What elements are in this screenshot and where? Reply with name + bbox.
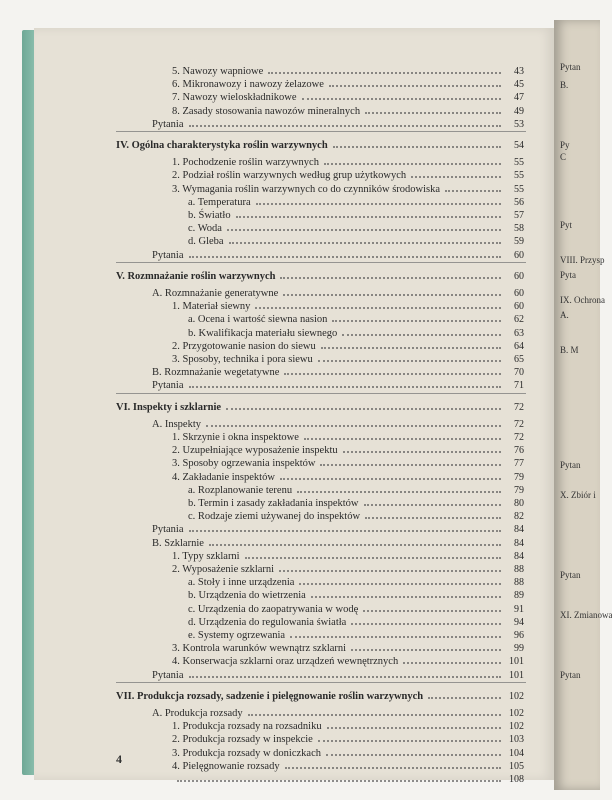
dot-leader <box>280 470 501 480</box>
toc-entry-label: 3. Wymagania roślin warzywnych co do czynników środowiska <box>172 183 441 195</box>
toc-entry-row <box>188 208 524 221</box>
toc-entry-label: 4. Konserwacja szklarni oraz urządzeń wewnętrznych <box>172 656 399 668</box>
toc-entry-row <box>172 430 524 443</box>
dot-leader <box>290 628 501 638</box>
dot-leader <box>321 339 501 349</box>
facing-page-text-fragment: A. <box>560 310 569 320</box>
dot-leader <box>320 456 501 466</box>
toc-page-number: 105 <box>509 760 524 772</box>
toc-page-number: 89 <box>514 590 524 602</box>
facing-page-text-fragment: IX. Ochrona <box>560 295 605 305</box>
toc-page-number: 70 <box>514 367 524 379</box>
toc-entry-row <box>188 496 524 509</box>
toc-page-number: 55 <box>514 170 524 182</box>
toc-entry-label: 2. Produkcja rozsady w inspekcie <box>172 734 313 746</box>
toc-entry-label: 1. Produkcja rozsady na rozsadniku <box>172 721 322 733</box>
toc-page-number: 49 <box>514 105 524 117</box>
toc-entry-label: b. Kwalifikacja materiału siewnego <box>188 327 338 339</box>
toc-entry-label: A. Rozmnażanie generatywne <box>152 288 279 299</box>
dot-leader <box>284 365 501 375</box>
toc-page-number: 72 <box>514 401 524 413</box>
toc-entry-label: VI. Inspekty i szklarnie <box>116 401 222 413</box>
toc-page-number: 88 <box>514 577 524 589</box>
toc-page-number: 56 <box>514 196 524 208</box>
toc-page-number: 94 <box>514 616 524 628</box>
toc-entry-row <box>172 719 524 732</box>
toc-entry-row <box>172 339 524 352</box>
toc-entry-row <box>172 772 524 785</box>
toc-entry-row <box>188 588 524 601</box>
toc-page-number: 77 <box>514 458 524 470</box>
section-divider <box>116 682 526 683</box>
toc-entry-row <box>172 759 524 772</box>
toc-entry-label: d. Gleba <box>188 236 224 248</box>
toc-entry-row <box>188 628 524 641</box>
toc-entry-row <box>152 378 524 391</box>
facing-page-text-fragment: C <box>560 152 567 162</box>
section-divider <box>116 393 526 394</box>
toc-page-number: 72 <box>514 418 524 430</box>
toc-entry-label: 1. Skrzynie i okna inspektowe <box>172 432 299 443</box>
toc-entry-row <box>172 746 524 759</box>
dot-leader <box>227 221 501 231</box>
toc-entry-label: Pytania <box>152 380 184 392</box>
dot-leader <box>283 286 501 296</box>
dot-leader <box>326 746 501 756</box>
facing-page-text-fragment: Pyt <box>560 220 573 230</box>
dot-leader <box>365 509 501 519</box>
toc-page-number: 60 <box>514 288 524 299</box>
toc-entry-label: B. Rozmnażanie wegetatywne <box>152 367 280 379</box>
dot-leader <box>206 417 501 427</box>
toc-entry-label: B. Szklarnie <box>152 537 204 549</box>
toc-entry-label: 3. Produkcja rozsady w doniczkach <box>172 747 321 759</box>
toc-entry-label: VII. Produkcja rozsady, sadzenie i pielęgnowanie roślin warzywnych <box>116 690 424 702</box>
toc-page-number: 79 <box>514 484 524 496</box>
toc-entry-label: 5. Nawozy wapniowe <box>172 66 264 77</box>
toc-page-number: 82 <box>514 511 524 523</box>
toc-page-number: 84 <box>514 550 524 562</box>
dot-leader <box>189 248 502 258</box>
toc-page-number: 55 <box>514 157 524 169</box>
toc-entry-row <box>152 668 524 681</box>
facing-page-edge <box>554 20 612 790</box>
toc-entry-label: c. Urządzenia do zaopatrywania w wodę <box>188 603 359 615</box>
dot-leader <box>333 138 501 148</box>
dot-leader <box>248 706 501 716</box>
toc-entry-row <box>172 549 524 562</box>
toc-entry-label: a. Temperatura <box>188 196 251 208</box>
toc-page-number: 60 <box>514 301 524 313</box>
toc-page-number: 60 <box>514 270 524 282</box>
toc-entry-row <box>152 286 524 299</box>
toc-page-number: 103 <box>509 734 524 746</box>
dot-leader <box>327 719 501 729</box>
toc-page-number: 64 <box>514 340 524 352</box>
toc-page-number: 62 <box>514 314 524 326</box>
toc-entry-label: a. Stoły i inne urządzenia <box>188 577 295 589</box>
toc-entry-row <box>172 90 524 103</box>
dot-leader <box>364 496 501 506</box>
dot-leader <box>318 732 501 742</box>
toc-entry-label: e. Systemy ogrzewania <box>188 630 286 641</box>
toc-page <box>34 28 554 785</box>
toc-chapter-row <box>116 400 524 413</box>
toc-entry-label: a. Rozplanowanie terenu <box>188 484 293 496</box>
toc-entry-row <box>188 234 524 247</box>
toc-chapter-row <box>116 689 524 702</box>
toc-page-number: 72 <box>514 432 524 443</box>
dot-leader <box>304 430 501 440</box>
toc-page-number: 88 <box>514 564 524 575</box>
dot-leader <box>351 615 501 625</box>
toc-entry-label: b. Światło <box>188 210 231 221</box>
toc-entry-row <box>172 104 524 117</box>
toc-page-number: 60 <box>514 249 524 261</box>
toc-entry-label: d. Urządzenia do regulowania światła <box>188 616 347 628</box>
toc-page-number: 102 <box>509 721 524 733</box>
toc-entry-row <box>172 456 524 469</box>
toc-page-number: 53 <box>514 118 524 130</box>
dot-leader <box>189 378 502 388</box>
toc-entry-label: V. Rozmnażanie roślin warzywnych <box>116 270 276 282</box>
toc-entry-label: Pytania <box>152 669 184 681</box>
dot-leader <box>428 689 501 699</box>
toc-entry-row <box>188 615 524 628</box>
toc-entry-label: 7. Nawozy wieloskładnikowe <box>172 92 297 104</box>
toc-page-number: 59 <box>514 236 524 248</box>
dot-leader <box>256 195 501 205</box>
toc-page-number: 99 <box>514 643 524 655</box>
toc-entry-row <box>172 443 524 456</box>
toc-page-number: 102 <box>509 708 524 719</box>
toc-page-number: 101 <box>509 656 524 668</box>
toc-entry-label: b. Termin i zasady zakładania inspektów <box>188 498 359 509</box>
toc-entry-row <box>172 77 524 90</box>
page-number: 4 <box>116 752 122 766</box>
toc-entry-row <box>172 64 524 77</box>
toc-entry-label: 3. Kontrola warunków wewnątrz szklarni <box>172 643 347 655</box>
facing-page-text-fragment: VIII. Przysp <box>560 255 605 265</box>
dot-leader <box>445 182 501 192</box>
dot-leader <box>226 400 501 410</box>
toc-entry-row <box>172 299 524 312</box>
dot-leader <box>324 155 501 165</box>
toc-entry-row <box>172 732 524 745</box>
facing-page-text-fragment: Pytan <box>560 670 581 680</box>
toc-entry-label: 1. Materiał siewny <box>172 301 251 313</box>
toc-entry-label: 2. Przygotowanie nasion do siewu <box>172 340 316 352</box>
section-divider <box>116 262 526 263</box>
toc-page-number: 101 <box>509 669 524 681</box>
toc-entry-label: 4. Pielęgnowanie rozsady <box>172 760 280 772</box>
dot-leader <box>318 352 501 362</box>
toc-entry-row <box>172 168 524 181</box>
dot-leader <box>297 483 501 493</box>
toc-page-number: 71 <box>514 380 524 392</box>
toc-entry-row <box>152 417 524 430</box>
toc-page-number: 54 <box>514 140 524 151</box>
dot-leader <box>285 759 501 769</box>
dot-leader <box>280 269 501 279</box>
dot-leader <box>189 668 502 678</box>
toc-entry-label: 6. Mikronawozy i nawozy żelazowe <box>172 79 324 91</box>
toc-entry-label: 2. Uzupełniające wyposażenie inspektu <box>172 445 338 457</box>
toc-entry-row <box>188 602 524 615</box>
dot-leader <box>177 772 501 782</box>
toc-entry-row <box>152 536 524 549</box>
dot-leader <box>329 77 501 87</box>
toc-entry-label: IV. Ogólna charakterystyka roślin warzywnych <box>116 140 328 151</box>
facing-page-text-fragment: B. M <box>560 345 579 355</box>
toc-entry-label: 2. Wyposażenie szklarni <box>172 564 275 575</box>
toc-entry-label: Pytania <box>152 249 184 261</box>
table-of-contents <box>34 28 554 785</box>
toc-entry-label: c. Rodzaje ziemi używanej do inspektów <box>188 511 361 523</box>
section-divider <box>116 131 526 132</box>
toc-entry-row <box>152 522 524 535</box>
dot-leader <box>209 536 501 546</box>
toc-page-number: 79 <box>514 471 524 483</box>
dot-leader <box>299 575 501 585</box>
toc-entry-row <box>152 706 524 719</box>
toc-entry-label: A. Produkcja rozsady <box>152 708 243 719</box>
toc-entry-row <box>188 195 524 208</box>
facing-page-text-fragment: XI. Zmianowa <box>560 610 612 620</box>
toc-entry-row <box>152 365 524 378</box>
facing-page-text-fragment: Pytan <box>560 460 581 470</box>
toc-entry-label: 1. Pochodzenie roślin warzywnych <box>172 157 319 169</box>
dot-leader <box>236 208 501 218</box>
toc-page-number: 102 <box>509 690 524 702</box>
toc-entry-row <box>172 470 524 483</box>
facing-page-text-fragment: Py <box>560 140 570 150</box>
toc-page-number: 65 <box>514 354 524 365</box>
toc-page-number: 104 <box>509 747 524 759</box>
toc-entry-label: Pytania <box>152 524 184 536</box>
toc-entry-row <box>172 182 524 195</box>
toc-entry-label: 3. Sposoby, technika i pora siewu <box>172 354 313 365</box>
toc-page-number: 47 <box>514 92 524 104</box>
toc-entry-label: A. Inspekty <box>152 418 201 430</box>
toc-entry-row <box>188 483 524 496</box>
toc-page-number: 57 <box>514 210 524 221</box>
toc-entry-row <box>188 221 524 234</box>
dot-leader <box>229 234 501 244</box>
toc-entry-label: 4. Zakładanie inspektów <box>172 471 275 483</box>
toc-page-number: 91 <box>514 603 524 615</box>
toc-chapter-row <box>116 269 524 282</box>
dot-leader <box>411 168 501 178</box>
toc-entry-label: 8. Zasady stosowania nawozów mineralnych <box>172 105 361 117</box>
facing-page-text-fragment: Pytan <box>560 62 581 72</box>
toc-page-number: 84 <box>514 537 524 549</box>
toc-page-number: 55 <box>514 183 524 195</box>
facing-page-text-fragment: X. Zbiór i <box>560 490 596 500</box>
toc-entry-label: 3. Sposoby ogrzewania inspektów <box>172 458 316 470</box>
toc-entry-row <box>172 654 524 667</box>
toc-page-number: 84 <box>514 524 524 536</box>
toc-entry-row <box>152 117 524 130</box>
dot-leader <box>403 654 501 664</box>
toc-entry-row <box>152 248 524 261</box>
toc-entry-row <box>188 312 524 325</box>
dot-leader <box>311 588 501 598</box>
dot-leader <box>343 443 501 453</box>
toc-page-number: 80 <box>514 498 524 509</box>
toc-entry-label: a. Ocena i wartość siewna nasion <box>188 314 328 326</box>
toc-entry-row <box>172 352 524 365</box>
toc-entry-label: 2. Podział roślin warzywnych według grup użytkowych <box>172 170 407 182</box>
toc-entry-row <box>188 575 524 588</box>
toc-page-number: 58 <box>514 223 524 235</box>
dot-leader <box>363 602 501 612</box>
toc-page-number: 76 <box>514 445 524 457</box>
dot-leader <box>302 90 501 100</box>
facing-page-text-fragment: B. <box>560 80 569 90</box>
dot-leader <box>365 104 501 114</box>
toc-page-number: 63 <box>514 327 524 339</box>
dot-leader <box>279 562 501 572</box>
dot-leader <box>255 299 501 309</box>
dot-leader <box>342 326 501 336</box>
dot-leader <box>245 549 501 559</box>
dot-leader <box>189 522 502 532</box>
toc-entry-label: b. Urządzenia do wietrzenia <box>188 590 306 602</box>
toc-page-number: 45 <box>514 79 524 91</box>
toc-entry-row <box>172 562 524 575</box>
dot-leader <box>189 117 502 127</box>
toc-page-number: 108 <box>509 774 524 785</box>
toc-entry-row <box>188 326 524 339</box>
facing-page-text-fragment: Pyta <box>560 270 577 280</box>
toc-page-number: 43 <box>514 66 524 77</box>
toc-entry-label: 1. Typy szklarni <box>172 550 240 562</box>
dot-leader <box>332 312 501 322</box>
toc-page-number: 96 <box>514 630 524 641</box>
facing-page-text-fragment: Pytan <box>560 570 581 580</box>
toc-entry-label: c. Woda <box>188 223 222 235</box>
toc-chapter-row <box>116 138 524 151</box>
toc-entry-row <box>188 509 524 522</box>
dot-leader <box>268 64 501 74</box>
toc-entry-row <box>172 641 524 654</box>
toc-entry-label: Pytania <box>152 118 184 130</box>
dot-leader <box>351 641 501 651</box>
toc-entry-row <box>172 155 524 168</box>
